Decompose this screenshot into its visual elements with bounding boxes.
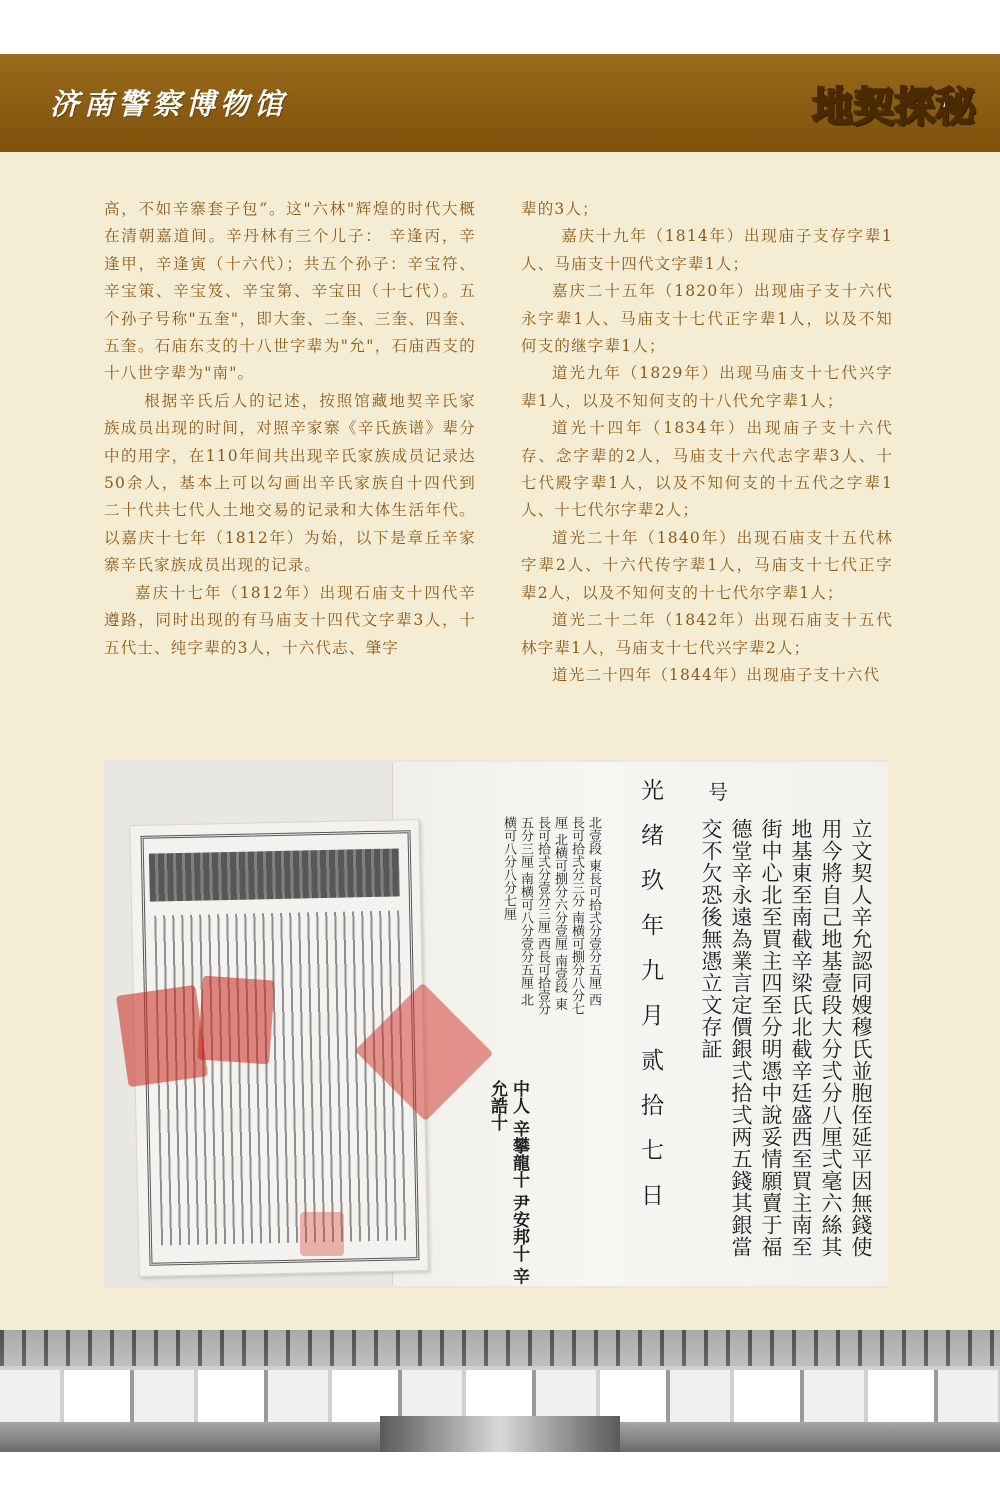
deed-mark: 号 bbox=[708, 780, 728, 804]
article-paragraph: 高，不如辛寨套子包”。这"六林"辉煌的时代大概在清朝嘉道间。辛丹林有三个儿子： 辛逢丙，辛逢甲，辛逢寅（十六代）；共五个孙子：辛宝符、辛宝策、辛宝笈、辛宝第、辛宝田（十七代）。五个孙子号称"五奎"，即大奎、二奎、三奎、四奎、五奎。石庙东支的十八世字辈为"允"，石庙西支的十八世字辈为"南"。 bbox=[104, 200, 476, 383]
article-paragraph: 根据辛氏后人的记述，按照馆藏地契辛氏家族成员出现的时间，对照辛家寨《辛氏族谱》辈分中的用字，在110年间共出现辛氏家族成员记录达50余人，基本上可以勾画出辛氏家族自十四代到二十代共七代人土地交易的记录和大体生活年代。以嘉庆十七年（1812年）为始，以下是章丘辛家寨辛氏家族成员出现的记录。 bbox=[104, 391, 476, 575]
article-paragraph: 嘉庆十九年（1814年）出现庙子支存字辈1人、马庙支十四代文字辈1人； bbox=[521, 227, 893, 273]
article-left-column bbox=[104, 196, 476, 662]
deed-date-line: 光绪玖年九月贰拾七日 bbox=[637, 778, 663, 1228]
article-paragraph: 道光二十四年（1844年）出现庙子支十六代 bbox=[552, 665, 881, 684]
hall-ceiling bbox=[0, 1330, 1000, 1366]
hall-display-wall bbox=[0, 1370, 1000, 1422]
top-margin bbox=[0, 0, 1000, 54]
exhibition-hall-banner bbox=[0, 1330, 1000, 1452]
article-paragraph: 道光十四年（1834年）出现庙子支十六代存、念字辈的2人，马庙支十六代志字辈3人、十七代殿字辈1人，以及不知何支的十五代之字辈1人、十七代尔字辈2人； bbox=[521, 419, 893, 520]
article-paragraph: 嘉庆二十五年（1820年）出现庙子支十六代永字辈1人、马庙支十七代正字辈1人，以及不知何支的继字辈1人； bbox=[521, 282, 893, 356]
deed-boundary-text: 北壹段 東長可拾弍分壹分五厘 西長可拾弍分三分 南横可捌分八分七厘 北横可捌分六分壹厘 南壹段 東長可拾弍分壹分三厘 西長可拾壹分五分三厘 南横可八分壹分五厘 北横可八分八分七厘 bbox=[501, 816, 601, 1016]
article-paragraph: 道光九年（1829年）出现马庙支十七代兴字辈1人，以及不知何支的十八代允字辈1人； bbox=[521, 364, 893, 410]
red-seal bbox=[197, 976, 275, 1065]
article-paragraph: 嘉庆十七年（1812年）出现石庙支十四代辛遵路，同时出现的有马庙支十四代文字辈3人，十五代士、纯字辈的3人，十六代志、肇字 bbox=[104, 583, 476, 657]
bottom-margin bbox=[0, 1452, 1000, 1500]
deed-contract-text: 立文契人辛允認同嫂穆氏並胞侄延平因無錢使用今將自己地基壹段大分弍分八厘弍毫六絲其地基東至南截辛梁氏北截辛廷盛西至買主南至街中心北至買主四至分明憑中說妥情願賣于福德堂辛永遠為業言定價銀弍拾弍两五錢其銀當交不欠恐後無憑立文存証 bbox=[699, 818, 873, 1258]
article-paragraph: 辈的3人； bbox=[521, 200, 599, 218]
article-right-column bbox=[521, 196, 893, 689]
hall-floor bbox=[380, 1416, 620, 1452]
section-title: 地契探秘 bbox=[812, 83, 976, 131]
museum-name: 济南警察博物馆 bbox=[50, 87, 289, 121]
red-seal bbox=[116, 985, 208, 1087]
deed-middleman-text: 中人 辛攀龍十 尹安邦十 辛允誥十 bbox=[487, 1080, 529, 1285]
land-deed-photo bbox=[104, 760, 888, 1288]
article-paragraph: 道光二十二年（1842年）出现石庙支十五代林字辈1人，马庙支十七代兴字辈2人； bbox=[521, 611, 893, 657]
article-paragraph: 道光二十年（1840年）出现石庙支十五代林字辈2人、十六代传字辈1人，马庙支十七代正字辈2人，以及不知何支的十七代尔字辈1人； bbox=[521, 528, 893, 602]
red-seal bbox=[300, 1212, 344, 1256]
printed-deed-title-block bbox=[149, 848, 400, 901]
